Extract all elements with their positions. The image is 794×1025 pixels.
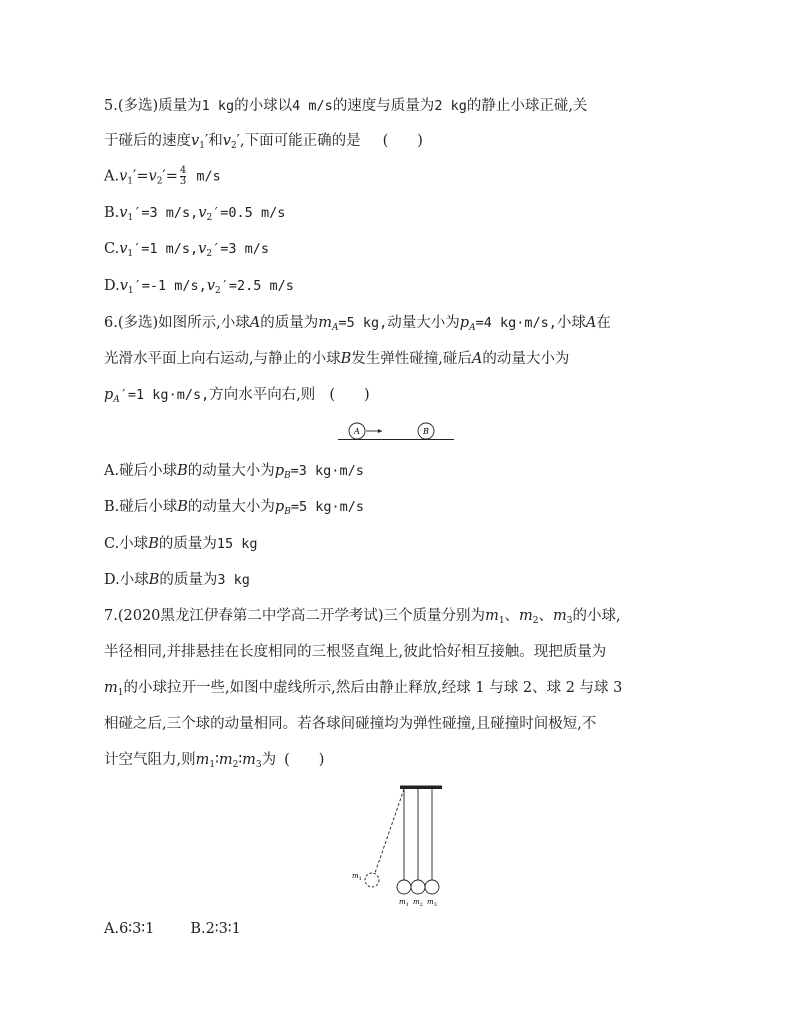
- value: ′=1 m/s,: [133, 241, 199, 257]
- q6-option-b: [104, 497, 364, 517]
- var-b: B: [148, 536, 159, 552]
- q6-text: 方向水平向右,则: [209, 387, 316, 403]
- var-p: p: [459, 315, 470, 331]
- option-label: C.小球: [104, 536, 149, 552]
- sep: 、: [538, 608, 554, 624]
- sub: 2: [232, 760, 239, 770]
- sub: 1: [127, 176, 134, 187]
- ball-a-label: A: [354, 427, 360, 436]
- sub: 1: [117, 688, 124, 698]
- q6-text: 的质量为: [159, 572, 218, 588]
- sub: 3: [255, 760, 262, 770]
- q5-speed: 4 m/s: [292, 98, 333, 114]
- q5-option-b: [104, 203, 285, 223]
- dashed-string: [375, 789, 404, 873]
- q6-text: 发生弹性碰撞,碰后: [351, 351, 472, 367]
- var-v: v: [119, 278, 128, 294]
- fraction: [180, 166, 186, 187]
- sub: B: [284, 471, 291, 481]
- sub: 1: [127, 286, 134, 296]
- q6-text: 动量大小为: [387, 315, 460, 331]
- ratio-colon: ∶: [215, 752, 219, 768]
- sub: 1: [127, 249, 134, 259]
- value: ′=3 m/s,: [133, 205, 199, 221]
- var-b: B: [340, 351, 352, 367]
- value: 3 kg: [217, 572, 250, 588]
- var-v: v: [222, 133, 231, 149]
- sub: 2: [206, 249, 213, 259]
- q5-line1: [104, 96, 587, 116]
- sub: A: [332, 323, 339, 333]
- value: =4 kg·m/s,: [475, 315, 557, 331]
- q5-text: 于碰后的速度: [104, 133, 191, 149]
- var-b: B: [148, 572, 160, 588]
- q7-text: 的小球,: [572, 608, 621, 624]
- q6-line1: [104, 313, 611, 333]
- eq: ′=: [133, 168, 149, 185]
- sub: B: [284, 507, 291, 517]
- var-v: v: [191, 133, 200, 149]
- label-m1: $m_1$: [399, 898, 409, 908]
- sub: A: [113, 395, 120, 405]
- q7-line4: 相碰之后,三个球的动量相同。若各球间碰撞均为弹性碰撞,且碰撞时间极短,不: [104, 716, 597, 732]
- ball-b-label: B: [423, 427, 429, 436]
- label-m1-left: $m_1$: [352, 872, 362, 882]
- ratio-colon: ∶: [238, 752, 243, 768]
- q7-text: 为: [261, 752, 277, 768]
- q5-text: 的速度与质量为: [332, 98, 435, 114]
- q5-mass2: 2 kg: [434, 98, 467, 114]
- arrow-head-icon: [378, 429, 382, 433]
- q7-line5: [104, 750, 324, 770]
- q7-text: 7.(2020黑龙江伊春第二中学高二开学考试)三个质量分别为: [104, 608, 486, 624]
- q7-line1: [104, 606, 621, 626]
- option-label: D.小球: [104, 572, 149, 588]
- var-v: v: [119, 168, 128, 185]
- sub: 2: [230, 141, 237, 151]
- var-m: m: [218, 752, 233, 768]
- sub: 2: [156, 176, 163, 187]
- option-label: B.: [104, 205, 120, 221]
- value: ′=2.5 m/s: [220, 278, 294, 294]
- option-label: B.碰后小球: [104, 499, 178, 515]
- q6-line3: [104, 385, 370, 405]
- sub: 1: [209, 760, 216, 770]
- label-m3: $m_3$: [427, 898, 437, 908]
- q6-text: 的动量大小为: [187, 463, 275, 479]
- q6-text: 在: [596, 315, 611, 331]
- value: ′=1 kg·m/s,: [119, 387, 210, 403]
- q6-text: 的动量大小为: [187, 499, 275, 515]
- ball-3: [425, 880, 439, 894]
- value: =3 kg·m/s: [290, 463, 364, 479]
- var-b: B: [177, 463, 188, 479]
- q7-text: 计空气阻力,则: [104, 752, 196, 768]
- var-m: m: [195, 752, 210, 768]
- sub: 1: [498, 616, 505, 626]
- var-v: v: [198, 241, 207, 257]
- var-p: p: [274, 463, 285, 479]
- q6-text: 光滑水平面上向右运动,与静止的小球: [104, 351, 341, 367]
- var-m: m: [318, 315, 332, 331]
- q6-text: 的质量为: [260, 315, 319, 331]
- sub: 3: [566, 616, 573, 626]
- q6-line2: [104, 349, 569, 369]
- value: =5 kg·m/s: [290, 499, 364, 515]
- var-m: m: [242, 752, 256, 768]
- var-v: v: [198, 205, 207, 221]
- dashed-ball: [365, 873, 379, 887]
- value: =5 kg,: [338, 315, 388, 331]
- q7-line3: [104, 678, 622, 698]
- q7-text: 的小球拉开一些,如图中虚线所示,然后由静止释放,经球 1 与球 2、球 2 与球 3: [123, 680, 623, 696]
- denominator: 3: [179, 176, 187, 187]
- value: ′=0.5 m/s: [212, 205, 286, 221]
- eq: ′=: [162, 168, 178, 185]
- var-m: m: [553, 608, 567, 624]
- q6-text: 小球: [556, 315, 586, 331]
- var-a: A: [471, 351, 483, 367]
- option-label: D.: [104, 278, 120, 294]
- q6-text: 的动量大小为: [482, 351, 570, 367]
- var-m: m: [519, 608, 533, 624]
- q7-options: [104, 919, 241, 939]
- q7-line2: 半径相同,并排悬挂在长度相同的三根竖直绳上,彼此恰好相互接触。现把质量为: [104, 644, 607, 660]
- ball-2: [411, 880, 425, 894]
- var-p: p: [104, 387, 114, 403]
- answer-paren: ( ): [284, 752, 325, 768]
- q5-text: ′和: [204, 133, 223, 149]
- option-a: A.6∶3∶1: [104, 921, 155, 937]
- unit: m/s: [188, 168, 221, 185]
- q5-text: 5.(多选)质量为: [104, 98, 202, 114]
- sub: 1: [127, 213, 134, 223]
- option-label: C.: [104, 241, 120, 257]
- sub: 2: [206, 213, 213, 223]
- var-a: A: [585, 315, 597, 331]
- sub: A: [469, 323, 476, 333]
- value: ′=3 m/s: [212, 241, 269, 257]
- ball-1: [397, 880, 411, 894]
- q6-option-a: [104, 461, 364, 481]
- label-m2: $m_2$: [413, 898, 423, 908]
- q5-text: 的小球以: [234, 98, 293, 114]
- var-b: B: [177, 499, 188, 515]
- var-v: v: [119, 241, 128, 257]
- var-v: v: [206, 278, 216, 294]
- q6-option-c: [104, 534, 257, 554]
- q6-collision-figure: [336, 418, 456, 444]
- value: ′=-1 m/s,: [133, 278, 207, 294]
- answer-paren: ( ): [382, 133, 423, 149]
- sub: 2: [532, 616, 539, 626]
- option-label: A.: [104, 168, 120, 185]
- option-label: A.碰后小球: [104, 463, 178, 479]
- sub: 2: [215, 286, 221, 296]
- q6-text: 的质量为: [158, 536, 217, 552]
- numerator: 4: [179, 165, 187, 176]
- q6-text: 6.(多选)如图所示,小球: [104, 315, 250, 331]
- answer-paren: ( ): [329, 387, 370, 403]
- q6-option-d: [104, 570, 250, 590]
- q5-line2: [104, 131, 423, 151]
- sep: 、: [504, 608, 520, 624]
- q5-option-a: [104, 166, 221, 187]
- q5-mass1: 1 kg: [201, 98, 235, 114]
- q5-option-d: [104, 276, 294, 296]
- var-p: p: [274, 499, 285, 515]
- var-m: m: [485, 608, 499, 624]
- value: 15 kg: [216, 536, 258, 552]
- option-b: B.2∶3∶1: [190, 921, 241, 937]
- q5-text: 的静止小球正碰,关: [466, 98, 588, 114]
- var-v: v: [148, 168, 157, 185]
- q5-option-c: [104, 239, 269, 259]
- sub: 1: [199, 141, 205, 151]
- var-v: v: [119, 205, 128, 221]
- q7-pendulum-figure: [348, 784, 448, 908]
- q5-text: ′,下面可能正确的是: [236, 133, 361, 149]
- var-m: m: [104, 680, 118, 696]
- var-a: A: [249, 315, 261, 331]
